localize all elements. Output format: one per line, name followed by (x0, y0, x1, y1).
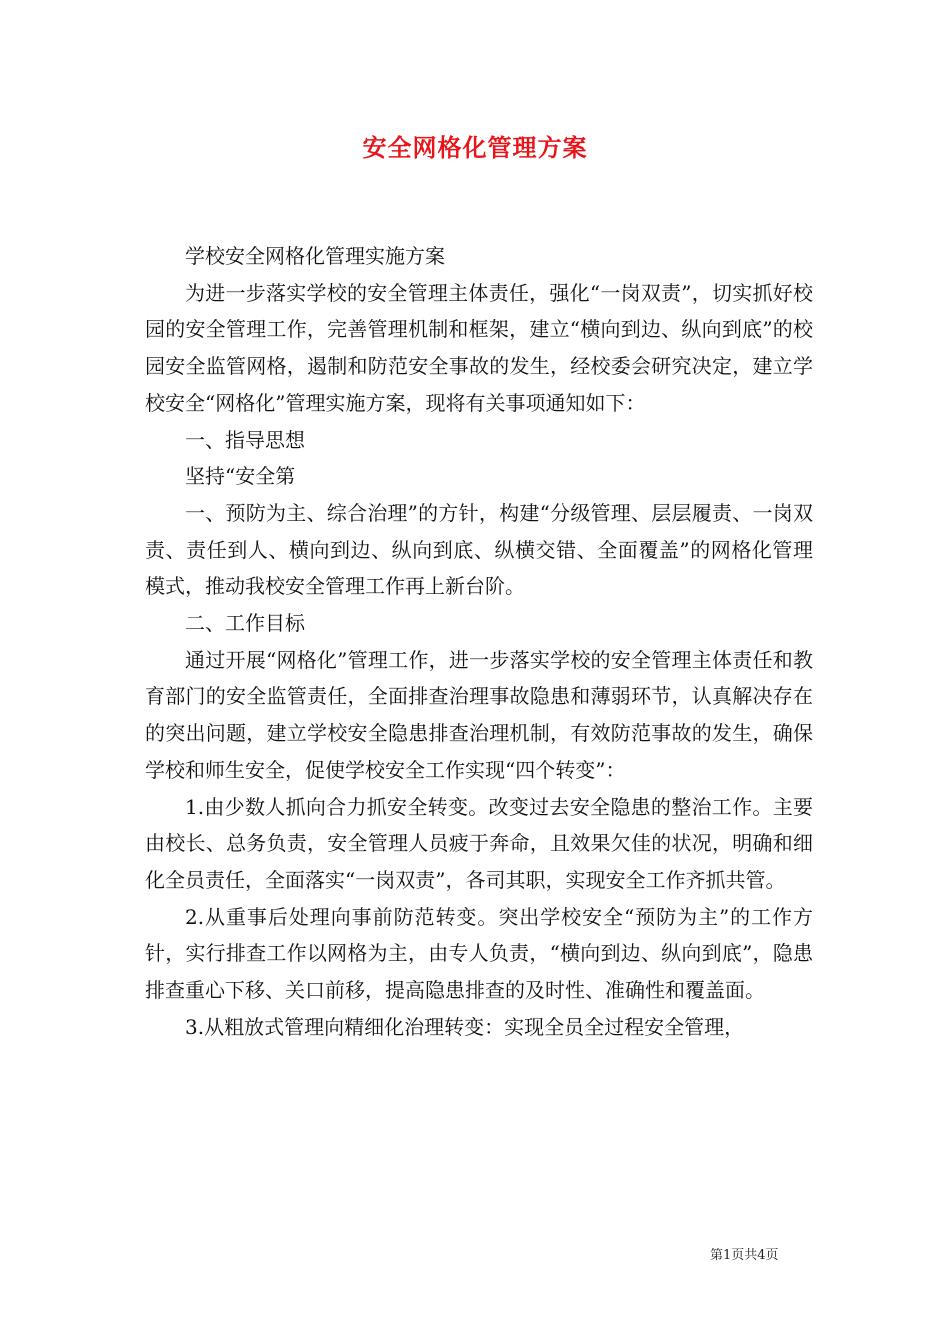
paragraph: 2.从重事后处理向事前防范转变。突出学校安全“预防为主”的工作方针，实行排查工作以网格为主，由专人负责，“横向到边、纵向到底”，隐患排查重心下移、关口前移，提高隐患排查的及时性、准确性和覆盖面。 (145, 904, 813, 1003)
paragraph: 为进一步落实学校的安全管理主体责任，强化“一岗双责”，切实抓好校园的安全管理工作，完善管理机制和框架，建立“横向到边、纵向到底”的校园安全监管网格，遏制和防范安全事故的发生，经校委会研究决定，建立学校安全“网格化”管理实施方案，现将有关事项通知如下： (145, 280, 813, 415)
paragraph: 通过开展“网格化”管理工作，进一步落实学校的安全管理主体责任和教育部门的安全监管责任，全面排查治理事故隐患和薄弱环节，认真解决存在的突出问题，建立学校安全隐患排查治理机制，有效防范事故的发生，确保学校和师生安全，促使学校安全工作实现“四个转变”： (145, 647, 813, 782)
document-body (145, 238, 813, 1045)
paragraph: 二、工作目标 (185, 611, 305, 636)
paragraph: 一、指导思想 (185, 427, 305, 452)
document-title: 安全网格化管理方案 (362, 133, 588, 162)
paragraph: 1.由少数人抓向合力抓安全转变。改变过去安全隐患的整治工作。主要由校长、总务负责，安全管理人员疲于奔命，且效果欠佳的状况，明确和细化全员责任，全面落实“一岗双责”，各司其职，实现安全工作齐抓共管。 (145, 794, 813, 892)
paragraph: 坚持“安全第 (185, 464, 296, 489)
paragraph: 3.从粗放式管理向精细化治理转变：实现全员全过程安全管理， (185, 1014, 745, 1039)
page-number-footer: 第1页共4页 (710, 1248, 779, 1263)
paragraph: 学校安全网格化管理实施方案 (185, 244, 445, 268)
paragraph: 一、预防为主、综合治理”的方针，构建“分级管理、层层履责、一岗双责、责任到人、横向到边、纵向到底、纵横交错、全面覆盖”的网格化管理模式，推动我校安全管理工作再上新台阶。 (145, 500, 813, 599)
